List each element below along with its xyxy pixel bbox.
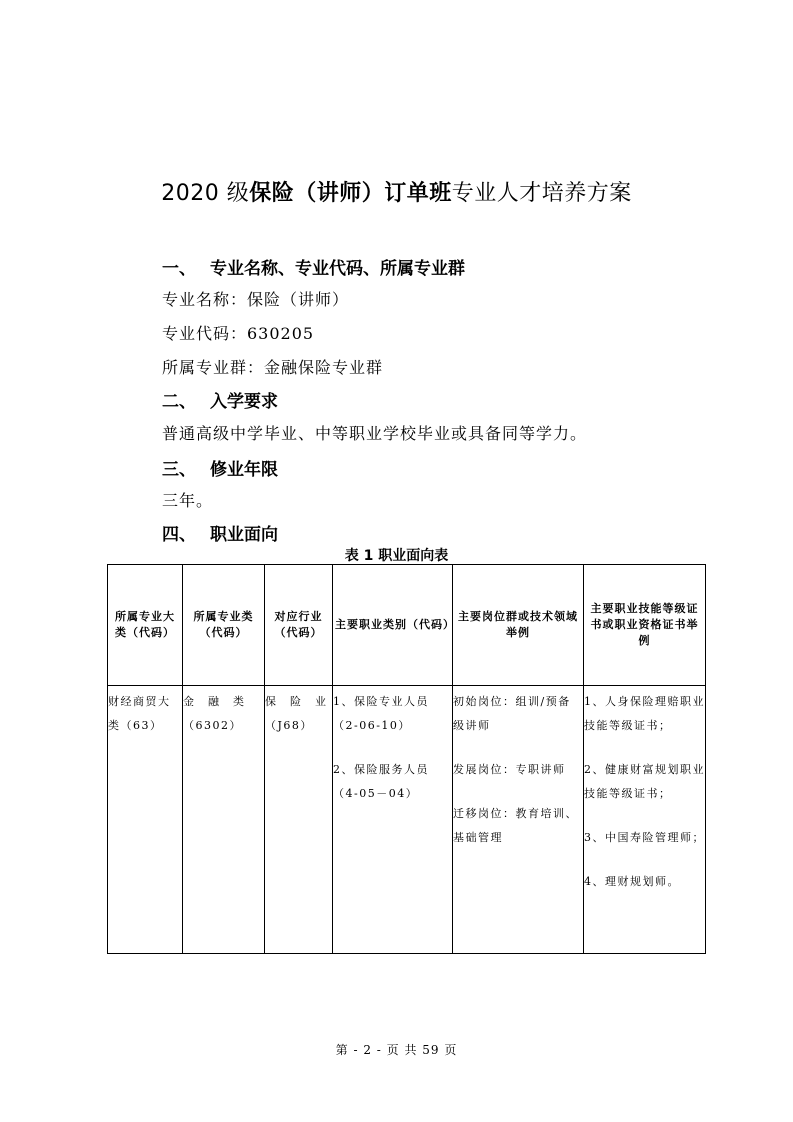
page-footer: 第 - 2 - 页 共 59 页: [335, 1043, 458, 1057]
title-suffix: 专业人才培养方案: [451, 181, 632, 206]
certificate-item: 1、人身保险理赔职业技能等级证书；: [584, 695, 705, 732]
major-group: 所属专业群：金融保险专业群: [162, 358, 384, 377]
section-heading-2: [162, 387, 278, 412]
header-cell: 对应行业（代码）: [265, 565, 333, 686]
cell-job-positions: [453, 686, 584, 954]
section-number: 二、: [162, 392, 196, 412]
cell-major-class: 金 融 类（6302）: [183, 686, 265, 954]
certificate-item: 4、理财规划师。: [584, 875, 680, 888]
table-header-row: [108, 565, 706, 686]
section-title: 修业年限: [210, 460, 278, 480]
header-cell: 主要岗位群或技术领域举例: [453, 565, 584, 686]
cell-occupation-category: [333, 686, 453, 954]
section-title: 入学要求: [210, 392, 278, 412]
job-position-item: 初始岗位：组训/预备级讲师: [453, 695, 571, 732]
certificate-item: 2、健康财富规划职业技能等级证书；: [584, 763, 705, 800]
document-title: [0, 176, 793, 207]
section-heading-4: [162, 520, 278, 545]
occupation-item: 1、保险专业人员（2-06-10）: [333, 695, 429, 732]
job-position-item: 迁移岗位：教育培训、基础管理: [453, 807, 578, 844]
job-position-item: 发展岗位：专职讲师: [453, 763, 566, 776]
duration-text: 三年。: [162, 491, 214, 510]
cell-certificates: [584, 686, 706, 954]
header-cell: 所属专业类（代码）: [183, 565, 265, 686]
major-code: 专业代码：630205: [162, 324, 315, 343]
occupation-item: 2、保险服务人员（4-05－04）: [333, 763, 429, 800]
table-caption: 表 1 职业面向表: [344, 548, 449, 564]
section-number: 三、: [162, 460, 196, 480]
section-title: 专业名称、专业代码、所属专业群: [210, 259, 465, 279]
occupation-table: [107, 564, 706, 954]
certificate-item: 3、中国寿险管理师；: [584, 831, 705, 844]
header-cell: 所属专业大类（代码）: [108, 565, 183, 686]
table-row: [108, 686, 706, 954]
section-heading-3: [162, 455, 278, 480]
admission-text: 普通高级中学毕业、中等职业学校毕业或具备同等学力。: [162, 424, 588, 443]
section-heading-1: [162, 254, 465, 279]
header-cell: 主要职业类别（代码）: [333, 565, 453, 686]
cell-major-category: 财经商贸大类（63）: [108, 686, 183, 954]
section-number: 一、: [162, 259, 196, 279]
header-cell: 主要职业技能等级证书或职业资格证书举例: [584, 565, 706, 686]
title-bold: 保险（讲师）订单班: [249, 181, 452, 206]
section-number: 四、: [162, 525, 196, 545]
section-title: 职业面向: [210, 525, 278, 545]
cell-industry: 保 险 业（J68）: [265, 686, 333, 954]
major-name: 专业名称：保险（讲师）: [162, 290, 350, 309]
title-prefix: 2020 级: [161, 181, 250, 206]
